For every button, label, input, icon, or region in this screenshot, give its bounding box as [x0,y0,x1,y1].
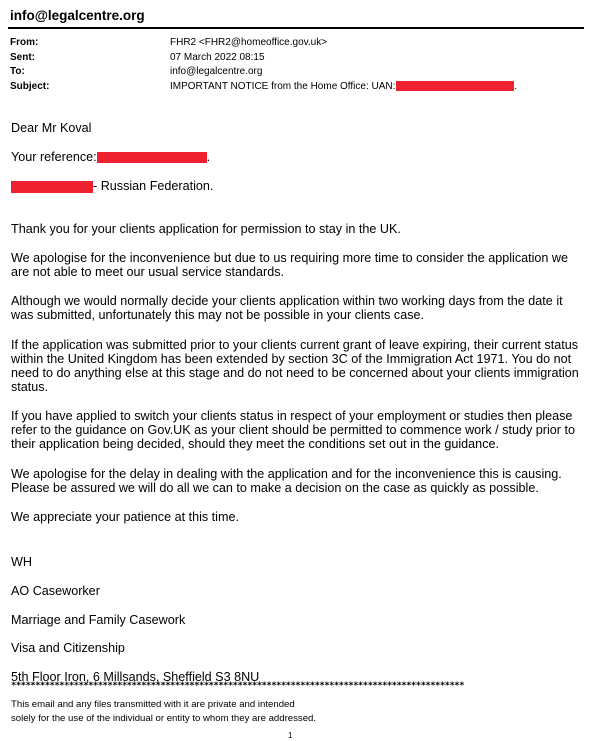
reference-label: Your reference: [11,150,97,164]
disclaimer-line-2: solely for the use of the individual or entity to whom they are addressed. [11,713,317,724]
paragraph-apology: We apologise for the inconvenience but due to us requiring more time to consider the application we are not able to meet our usual service standards. [11,251,569,279]
paragraph-patience: We appreciate your patience at this time. [11,510,239,524]
mailbox-address: info@legalcentre.org [10,8,145,23]
salutation: Dear Mr Koval [11,121,92,135]
nationality-text: - Russian Federation. [93,179,214,193]
subject-tail: . [514,80,518,92]
sent-label: Sent: [10,51,35,63]
reference-redaction [97,152,207,163]
nationality-line [11,179,213,193]
subject-label: Subject: [10,80,50,92]
from-value[interactable]: FHR2 <FHR2@homeoffice.gov.uk> [170,37,328,48]
name-redaction [11,181,93,193]
email-header-fields [10,36,517,94]
paragraph-switch-status: If you have applied to switch your clients status in respect of your employment or studies then please refer to the guidance on Gov.UK as your client should be permitted to commence work / study prior to their application being decided, should they meet the conditions set out in the guidance. [11,409,575,451]
subject-redaction [396,81,514,91]
reference-tail: . [206,150,211,164]
header-rule [8,27,584,29]
subject-row [10,80,517,95]
sent-value: 07 March 2022 08:15 [170,51,265,63]
from-row [10,36,517,51]
to-label: To: [10,66,25,77]
reference-line [11,150,210,164]
to-row [10,65,517,80]
paragraph-3c-extension: If the application was submitted prior to your clients current grant of leave expiring, their current status within the United Kingdom has been extended by section 3C of the Immigration Act 1971. You do not need to do anything else at this stage and do not need to be concerned about your clients immigration status. [11,338,579,394]
page-number: 1 [288,731,293,740]
signature-initials: WH [11,555,32,569]
paragraph-thanks: Thank you for your clients application for permission to stay in the UK. [11,222,401,236]
subject-text: IMPORTANT NOTICE from the Home Office: UAN: [170,80,396,92]
signature-address: 5th Floor Iron, 6 Millsands, Sheffield S3 8NU [11,670,260,684]
from-label: From: [10,37,39,48]
signature-team: Marriage and Family Casework [11,613,186,627]
paragraph-delay-apology: We apologise for the delay in dealing with the application and for the inconvenience this is causing. Please be assured we will do all we can to make a decision on the case as quickly as possible. [11,467,562,495]
subject-value [170,80,517,95]
signature-role: AO Caseworker [11,584,100,598]
sent-row [10,51,517,66]
footer-divider-stars: ********************************************************************************************** [11,681,464,691]
disclaimer-line-1: This email and any files transmitted with it are private and intended [11,699,295,710]
signature-department: Visa and Citizenship [11,641,125,655]
to-value[interactable]: info@legalcentre.org [170,66,263,77]
paragraph-timing: Although we would normally decide your clients application within two working days from the date it was submitted, unfortunately this may not be possible in your clients case. [11,294,563,322]
